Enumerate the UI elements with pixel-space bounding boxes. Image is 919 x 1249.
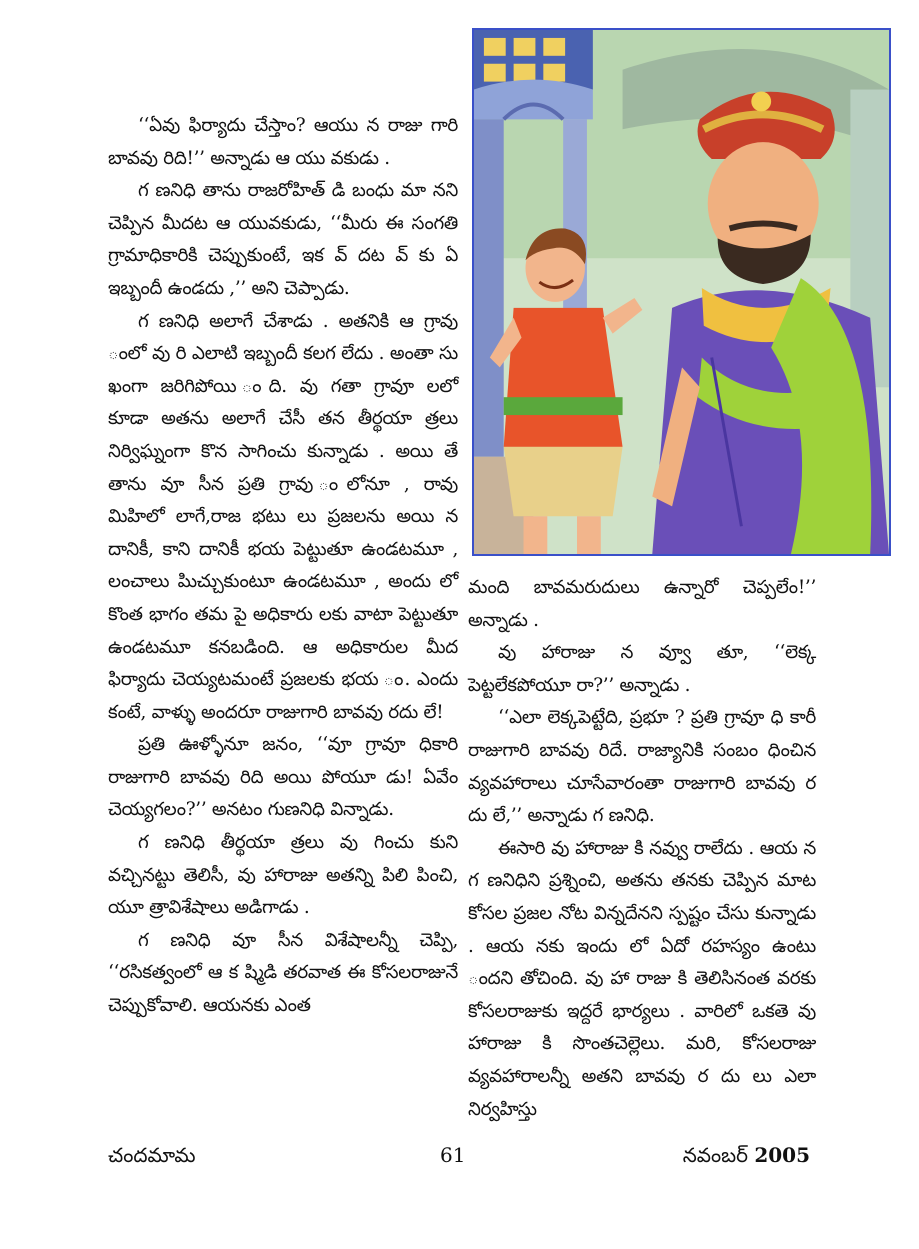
paragraph: గ ణనిధి అలాగే చేశాడు . అతనికి ఆ గ్రావు ంలో వు రి ఎలాటి ఇబ్బందీ కలగ లేదు . అంతా సు ఖంగా జరిగిపోయి ంది. వు గతా గ్రావూ లలో కూడా అతను అలాగే చేసీ తన తీర్థయా త్రలు నిర్విఘ్నంగా కొన సాగించు కున్నాడు . అయి తే తాను వూ సీన ప్రతి గ్రావు ంలోనూ , రావు మిహిలో లాగే,రాజ భటు లు ప్రజలను అయి న దానికీ, కాని దానికీ భయ పెట్టుతూ ఉండటమూ , లంచాలు పిుచ్చుకుంటూ ఉండటమూ , అందు లో కొంత భాగం తమ పై అధికారు లకు వాటా పెట్టుతూ ఉండటమూ కనబడింది. ఆ అధికారుల మీద ఫిర్యాదు చెయ్యటమంటే ప్రజలకు భయ ం. ఎందు కంటే, వాళ్ళు అందరూ రాజుగారి బావవు రదు లే! bbox=[108, 310, 458, 723]
paragraph: మంది బావమరుదులు ఉన్నారో చెప్పలేం!’’ అన్నాడు . bbox=[468, 577, 816, 631]
paragraph: గ ణనిధి తాను రాజరోహిత్ డి బంధు మా నని చెప్పిన మీదట ఆ యువకుడు, ‘‘మీరు ఈ సంగతి గ్రామాధికారికి చెప్పుకుంటే, ఇక వ్ దట వ్ కు ఏ ఇబ్బందీ ఉండదు ,’’ అని చెప్పాడు. bbox=[108, 180, 458, 299]
right-text-column bbox=[468, 572, 816, 1126]
paragraph: వు హారాజు న వ్వూ తూ, ‘‘లెక్క పెట్టలేకపోయూ రా?’’ అన్నాడు . bbox=[468, 642, 816, 696]
issue-month: నవంబర్ bbox=[682, 1143, 748, 1167]
page-footer bbox=[100, 1143, 810, 1173]
paragraph: ‘‘ఎలా లెక్కపెట్టేది, ప్రభూ ? ప్రతి గ్రావూ ధి కారీ రాజుగారి బావవు రిదే. రాజ్యానికి సంబం ధించిన వ్యవహారాలు చూసేవారంతా రాజుగారి బావవు ర దు లే,’’ అన్నాడు గ ణనిధి. bbox=[468, 707, 816, 827]
paragraph: గ ణనిధి తీర్థయా త్రలు వు గించు కుని వచ్చినట్టు తెలిసీ, వు హారాజు అతన్ని పిలి పించి, యూ త్రావిశేషాలు అడిగాడు . bbox=[108, 832, 458, 919]
magazine-name: చందమామ bbox=[108, 1143, 196, 1167]
paragraph: ప్రతి ఊళ్ళోనూ జనం, ‘‘వూ గ్రావూ ధికారి రాజుగారి బావవు రిది అయి పోయూ డు! ఏవేం చెయ్యగలం?’’ అనటం గుణనిధి విన్నాడు. bbox=[108, 734, 458, 821]
paragraph: ఈసారి వు హారాజు కి నవ్వు రాలేదు . ఆయ న గ ణనిధిని ప్రశ్నించి, అతను తనకు చెప్పిన మాట కోసల ప్రజల నోట విన్నదేనని స్పష్టం చేసు కున్నాడు . ఆయ నకు ఇందు లో ఏదో రహస్యం ఉంటు ందని తోచింది. వు హా రాజు కి తెలిసినంత వరకు కోసలరాజుకు ఇద్దరే భార్యలు . వారిలో ఒకతె వు హారాజు కి సొంతచెల్లెలు. మరి, కోసలరాజు వ్యవహారాలన్నీ అతని బావవు ర దు లు ఎలా నిర్వహిస్తు bbox=[468, 837, 816, 1120]
paragraph: ‘‘ఏవు ఫిర్యాదు చేస్తాం? ఆయు న రాజు గారి బావవు రిది!’’ అన్నాడు ఆ యు వకుడు . bbox=[108, 115, 458, 169]
issue-year: 2005 bbox=[754, 1143, 810, 1167]
issue-date bbox=[683, 1143, 810, 1172]
illustration-art bbox=[474, 30, 889, 554]
left-text-column bbox=[108, 110, 458, 1023]
paragraph: గ ణనిధి వూ సీన విశేషాలన్నీ చెప్పి, ‘‘రసికత్వంలో ఆ క ష్మిడి తరవాత ఈ కోసలరాజునే చెప్పుకోవాలి. ఆయనకు ఎంత bbox=[108, 929, 458, 1017]
story-illustration bbox=[472, 28, 891, 556]
page-number: 61 bbox=[440, 1143, 466, 1167]
